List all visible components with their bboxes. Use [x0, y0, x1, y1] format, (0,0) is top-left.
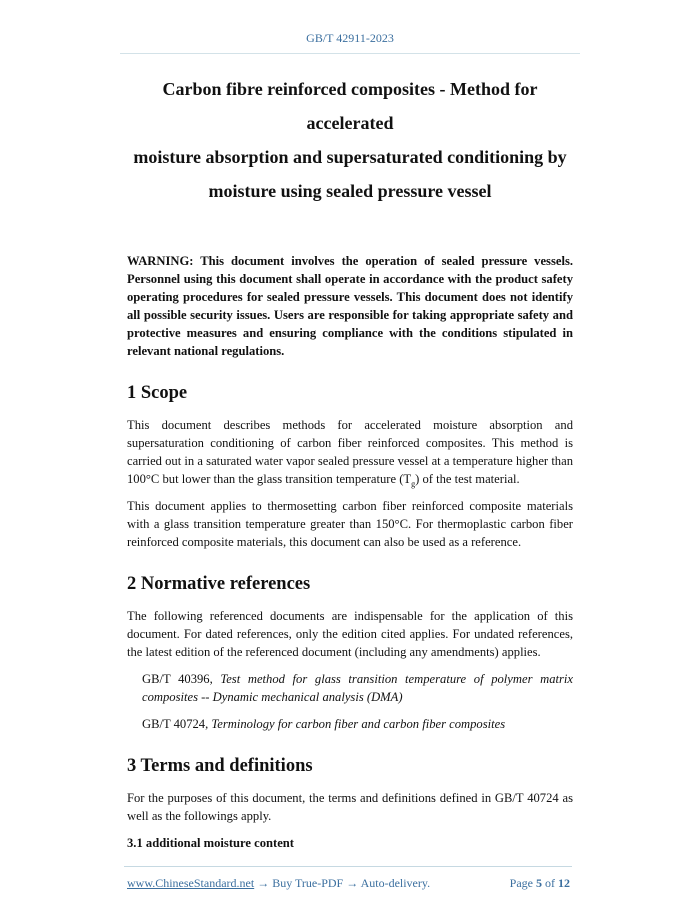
of-label: of	[542, 876, 558, 890]
warning-paragraph: WARNING: This document involves the operation of sealed pressure vessels. Personnel using this document shall operate in accordance with the product safety operating procedures for sealed pressure vessels. This document does not identify all possible security issues. Users are responsible for taking appropriate safety and protective measures and ensuring compliance with the conditions stipulated in relevant national regulations.	[127, 254, 573, 358]
subsection-heading: 3.1 additional moisture content	[127, 836, 294, 850]
paragraph: For the purposes of this document, the terms and definitions defined in GB/T 40724 as well as the followings apply.	[127, 791, 573, 823]
current-page: 5	[536, 876, 542, 890]
footer-left	[127, 876, 430, 890]
website-link[interactable]: www.ChineseStandard.net	[127, 876, 255, 890]
title-line: Carbon fibre reinforced composites - Method for accelerated	[162, 79, 538, 133]
ref-title: Test method for glass transition temperature of polymer matrix composites -- Dynamic mechanical analysis (DMA)	[142, 672, 573, 704]
paragraph: This document applies to thermosetting carbon fiber reinforced composite materials with a glass transition temperature greater than 150°C. For thermoplastic carbon fiber reinforced composite materials, this document can also be used as a reference.	[127, 499, 573, 549]
title-line: moisture using sealed pressure vessel	[208, 181, 492, 201]
page-content	[127, 72, 573, 852]
footer-area	[0, 852, 700, 912]
reference-item	[142, 715, 573, 733]
page-number	[510, 876, 570, 890]
paragraph: The following referenced documents are indispensable for the application of this document. For dated references, only the edition cited applies. For undated references, the latest edition of the referenced document (including any amendments) applies.	[127, 609, 573, 659]
ref-code: GB/T 40724,	[142, 717, 212, 731]
ref-title: Terminology for carbon fiber and carbon fiber composites	[211, 717, 506, 731]
text: This document describes methods for accelerated moisture absorption and supersaturation conditioning of carbon fiber reinforced composites. This method is carried out in a saturated water vapor sealed pressure vessel at a temperature higher than 100°C but lower than the glass transition temperature (T	[127, 418, 573, 486]
subscript: g	[411, 479, 416, 489]
footer	[127, 876, 570, 890]
page-label: Page	[509, 876, 536, 890]
document-title	[127, 72, 573, 208]
footer-text: → Buy True-PDF → Auto-delivery.	[254, 876, 431, 890]
reference-item	[142, 670, 573, 706]
total-pages: 12	[558, 876, 570, 890]
header-doc-code: GB/T 42911-2023	[306, 31, 394, 45]
section-heading: 1 Scope	[127, 383, 188, 403]
footer-divider	[124, 866, 572, 867]
title-line: moisture absorption and supersaturated conditioning by	[133, 147, 567, 167]
section-heading: 3 Terms and definitions	[127, 756, 313, 776]
text: ) of the test material.	[415, 472, 520, 486]
ref-code: GB/T 40396,	[142, 672, 221, 686]
header-divider	[120, 53, 580, 54]
paragraph	[127, 416, 573, 488]
section-heading: 2 Normative references	[127, 574, 311, 594]
